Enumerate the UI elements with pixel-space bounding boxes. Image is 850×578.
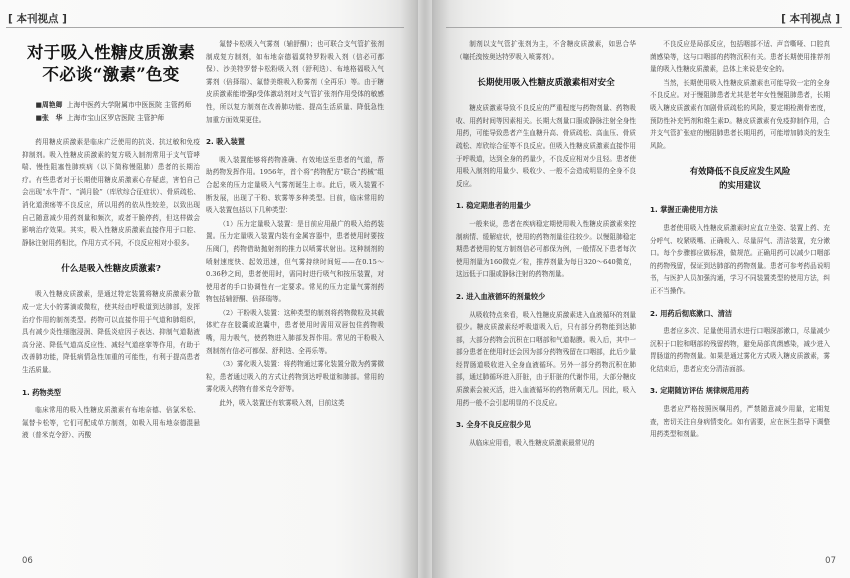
author-block — [22, 100, 200, 124]
right-page-column-1 — [456, 38, 636, 450]
author-name: ■周艳卿 — [35, 101, 63, 109]
body-paragraph: 临床常用的吸入性糖皮质激素有布地奈德、倍氯米松、氟替卡松等，它们可配成单方制剂，如吸入用布地奈德混悬液（普米克令舒）、丙酸 — [22, 406, 200, 440]
subsection-heading: 3. 全身不良反应很少见 — [456, 420, 531, 430]
author-name: ■张 华 — [35, 113, 63, 122]
left-page-column-1 — [22, 38, 200, 443]
body-paragraph: 药用糖皮质激素是临床广泛使用的抗炎、抗过敏和免疫抑制剂。吸入性糖皮质激素的复方吸入制剂常用于支气管哮喘、慢性阻塞性肺疾病（以下简称慢阻肺）患者的长期治疗。有些患者对于长期使用糖皮质激素心存疑虑，害怕自己会出现“水牛背”、“满月脸”（库欣综合征症状）、骨质疏松、消化道溃疡等不良反应，所以用药的依从性较差，以致出现自己随意减少用药剂量和频次，或者干脆停药，但这样做会影响治疗效果。其实，吸入性糖皮质激素直接作用于口腔、静脉注射用药相比，作用方式不同，不良反应相对小很多。 — [22, 138, 200, 247]
binding-gutter-shadow — [400, 0, 450, 578]
subsection-heading: 2. 进入血液循环的剂量较少 — [456, 291, 546, 301]
left-page — [0, 0, 418, 578]
body-paragraph: （1）压力定量吸入装置：是目前应用最广的吸入给药装置。压力定量吸入装置内装有金属容器中，患者使用时要按压阀门，药物借助抛射剂的推力以喷雾状射出。这种制剂的喷射速度快、起效迅速，但气雾持续时间短——在0.15～0.36秒之间，患者使用时，需同时进行吸气和按压装置，对使用者的手口协调性有一定要求。常见的压力定量气雾剂药物包括辅舒酮、倍择瑞等。 — [206, 219, 384, 304]
author-affiliation: 上海市宝山区罗店医院 主管护师 — [66, 113, 165, 122]
right-page — [432, 0, 850, 578]
body-paragraph: 不良反应是局部反应，包括咽部不适、声音嘶哑、口腔真菌感染等，这与口咽部的药物沉积有关。患者长期使用推荐剂量的吸入性糖皮质激素，总体上来说是安全的。 — [650, 40, 830, 74]
body-paragraph: 从临床应用看，吸入性糖皮质激素最常见的 — [469, 438, 595, 447]
header-rule — [446, 27, 842, 28]
body-paragraph: 一般来说，患者在疾病稳定期使用吸入性糖皮质激素来控制病情、缓解症状，使用的药物剂量往往较少。以慢阻肺稳定期患者使用的复方制剂信必可都保为例，一般情况下患者每次使用剂量为160微克／粒，推荐剂量为每日320～640微克，这远低于口服或静脉注射的药物剂量。 — [456, 219, 636, 279]
body-paragraph: 患者应严格按照医嘱用药，严禁随意减少用量，定期复查，密切关注自身病情变化。如有需要，应在医生指导下调整用药类型和剂量。 — [650, 405, 830, 439]
body-paragraph: （3）雾化吸入装置：将药物通过雾化装置分散为药雾微粒，患者通过吸入的方式让药物到达呼吸道和肺部。常用的雾化吸入药物有普米克令舒等。 — [206, 360, 384, 394]
section-heading-line-2: 的实用建议 — [719, 180, 761, 191]
article-title — [22, 42, 200, 86]
header-rule — [6, 27, 404, 28]
body-paragraph: 氟替卡松吸入气雾剂（辅舒酮）；也可联合支气管扩张剂制成复方制剂，如布地奈德福莫特罗粉吸入剂（信必可都保）、沙美特罗替卡松粉吸入剂（舒利迭）、布地格福吸入气雾剂（倍择瑞）、氟替美维吸入粉雾剂（全再乐）等。由于糖皮质激素能增强β受体激动剂对支气管扩张剂作用受体的敏感性，所以复方制剂在改善肺功能、提高生活质量、降低急性加重方面效果更佳。 — [206, 40, 384, 124]
body-paragraph: 吸入装置能够将药物准确、有效地送至患者的气道，帮助药物发挥作用。1956年，首个将“药物配方”联合“药械”组合起来的压力定量吸入气雾剂诞生上市。此后，吸入装置不断发展，出现了干粉、软雾等多种类型。目前，临床常用的吸入装置包括以下几种类型： — [206, 155, 384, 215]
body-paragraph: 吸入性糖皮质激素，是通过特定装置将糖皮质激素分散成一定大小的雾滴或微粒，使其经由呼吸道到达肺部，发挥治疗作用的制剂类型。药物可以直接作用于气道和肺组织，具有减少炎性细胞浸润、降低炎症因子表达、抑制气道黏液高分泌、降低气道高反应性、减轻气道痉挛等作用，有助于改善肺功能，降低病情急性加重的可能性，有利于提高患者生活质量。 — [22, 290, 200, 374]
subsection-heading: 1. 药物类型 — [22, 387, 61, 397]
section-heading — [650, 164, 830, 192]
body-paragraph: 糖皮质激素导致不良反应的严重程度与药物剂量、药物吸收、用药时间等因素相关。长期大剂量口服或静脉注射全身性用药，可能导致患者产生血糖升高、骨质疏松、高血压、骨质疏松、库欣综合征等不良反应。但吸入性糖皮质激素直接作用于呼吸道，达到全身的药量少，不良反应相对少且轻。患者使用吸入制剂的用量少、吸收少、一般不会造成明显的全身不良反应。 — [456, 104, 636, 188]
author-line — [22, 100, 200, 112]
section-label: [ 本刊视点 ] — [8, 13, 67, 25]
left-page-column-2 — [206, 38, 384, 411]
author-affiliation: 上海中医药大学附属市中医医院 主管药师 — [66, 101, 192, 109]
body-paragraph: 制剂以支气管扩张剂为主，不含糖皮质激素，如思合华（噻托溴铵奥达特罗吸入喷雾剂）。 — [456, 40, 636, 61]
section-heading-line-1: 有效降低不良反应发生风险 — [689, 166, 791, 177]
section-heading: 长期使用吸入性糖皮质激素相对安全 — [477, 78, 615, 89]
subsection-heading: 1. 掌握正确使用方法 — [650, 205, 718, 215]
page-number-right: 07 — [825, 556, 836, 566]
body-paragraph: 患者应多次、足量使用清水进行口咽深部漱口，尽量减少沉积于口腔和咽部的残留药物，避免局部真菌感染，减少进入胃肠道的药物剂量。如果是通过雾化方式吸入糖皮质激素，雾化结束后，患者应充分清洁面部。 — [650, 327, 830, 373]
page-number-left: 06 — [22, 556, 33, 566]
body-paragraph: 当然，长期使用吸入性糖皮质激素也可能导致一定的全身不良反应。对于慢阻肺患者尤其是老年女性慢阻肺患者，长期吸入糖皮质激素有加剧骨质疏松的风险，要定期检测骨密度，预防性补充钙剂和维生素D。糖皮质激素有免疫抑制作用，合并支气管扩张症的慢阻肺患者长期用药，可能增加肺炎的发生风险。 — [650, 78, 830, 150]
body-paragraph: （2）干粉吸入装置：这种类型的制剂将药物微粒及其载体贮存在胶囊或泡囊中，患者使用时需用双唇包住药物吸嘴，用力吸气，使药物进入肺部发挥作用。常见的干粉吸入剂制剂有信必可都保、舒利迭、全再乐等。 — [206, 308, 384, 355]
subsection-heading: 3. 定期随访评估 规律规范用药 — [650, 386, 749, 396]
subsection-heading: 2. 吸入装置 — [206, 137, 245, 147]
right-page-column-2 — [650, 38, 830, 442]
section-label: [ 本刊视点 ] — [781, 13, 840, 25]
article-title-line-1: 对于吸入性糖皮质激素 — [27, 43, 195, 62]
subsection-heading: 1. 稳定期患者的用量少 — [456, 201, 531, 211]
subsection-heading: 2. 用药后彻底漱口、清洁 — [650, 308, 733, 318]
section-heading: 什么是吸入性糖皮质激素? — [61, 264, 161, 275]
body-paragraph: 从吸收特点来看，吸入性糖皮质激素进入血液循环的剂量很少。糖皮质激素经呼吸道吸入后，只有部分药物能到达肺部，大部分药物会沉积在口咽部和气道黏膜。吸入后，其中一部分患者在使用时还会因为部分药物残留在口咽部，此后少量经胃肠道吸收进入全身血液循环。另外一部分药物沉积在肺部，通过肺循环进入肝脏，由于肝脏的代谢作用，大部分糖皮质激素会被灭活，进入血液循环的药物所剩无几。因此，吸入用药一般不会引起明显的不良反应。 — [456, 310, 636, 407]
body-paragraph: 此外，吸入装置还有软雾吸入剂，目前这类 — [219, 399, 345, 408]
article-title-line-2: 不必谈“激素”色变 — [42, 65, 180, 84]
author-line — [22, 113, 200, 125]
body-paragraph: 患者使用吸入性糖皮质激素时应直立坐姿、装置上药、充分呼气、咬紧吸嘴、正确吸入、尽量屏气、清洁装置，充分漱口。每个步骤都应做标准，做规范。正确用药可以减少口咽部的药物残留，保证到达肺部的药物剂量。患者可参考药品说明书，与医护人员加强沟通，学习不同装置类型的使用方法，纠正不当操作。 — [650, 223, 830, 295]
